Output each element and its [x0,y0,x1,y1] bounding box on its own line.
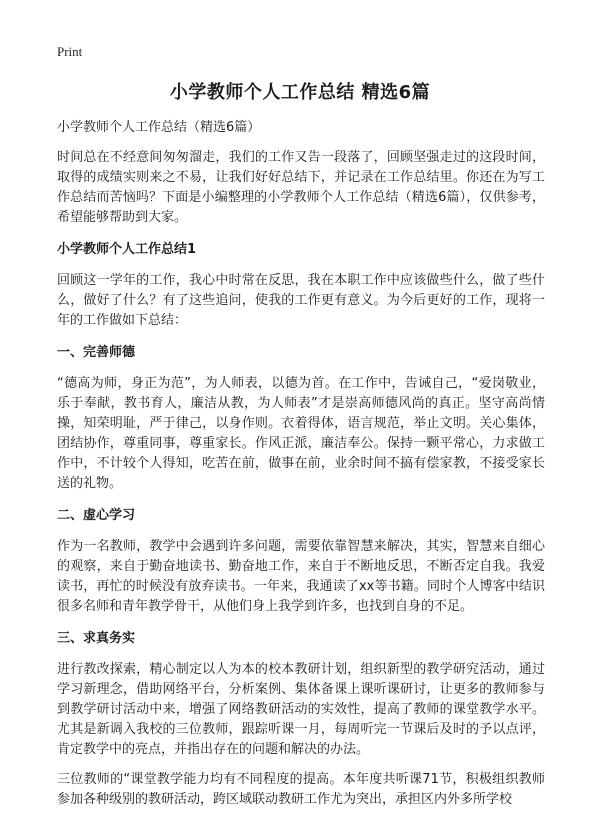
document-subtitle: 小学教师个人工作总结（精选6篇） [57,120,261,135]
subsection-paragraph-2: 作为一名教师，教学中会遇到许多问题，需要依靠智慧来解决，其实，智慧来自细心的观察，来自于勤奋地读书、勤奋地工作，来自于不断地反思，不断否定自我。我爱读书，再忙的时候没有放弃读书。一年来，我通读了xx等书籍。同时个人博客中结识很多名师和青年教学骨干，从他们身上我学到许多，也找到自身的不足。 [57,539,545,614]
subsection-paragraph-1: “德高为师，身正为范”，为人师表，以德为首。在工作中，告诫自己，“爱岗敬业，乐于奉献，教书育人，廉洁从教，为人师表”才是崇高师德风尚的真正。坚守高尚情操，知荣明耻，严于律己，以身作则。衣着得体，语言规范，举止文明。关心集体，团结协作，尊重同事，尊重家长。作风正派，廉洁奉公。保持一颗平常心，力求做工作中，不计较个人得知，吃苦在前，做事在前，业余时间不搞有偿家教，不接受家长送的礼物。 [57,376,545,491]
subsection-heading-1: 一、完善师德 [57,345,136,360]
subsection-heading-2: 二、虚心学习 [57,508,136,523]
section-heading: 小学教师个人工作总结1 [57,242,197,257]
subsection-heading-3: 三、求真务实 [57,631,136,646]
document-body [57,118,545,820]
section-paragraph: 回顾这一学年的工作，我心中时常在反思，我在本职工作中应该做些什么，做了些什么，做好了什么？有了这些追问，使我的工作更有意义。为今后更好的工作，现将一年的工作做如下总结： [57,273,545,328]
page-title: 小学教师个人工作总结 精选6篇 [169,82,431,103]
intro-paragraph: 时间总在不经意间匆匆溜走，我们的工作又告一段落了，回顾坚强走过的这段时间，取得的成绩实则来之不易，让我们好好总结下，并记录在工作总结里。你还在为写工作总结而苦恼吗？下面是小编整理的小学教师个人工作总结（精选6篇），仅供参考，希望能够帮助到大家。 [57,150,545,225]
print-link[interactable]: Print [57,44,83,59]
subsection-paragraph-3a: 进行教改探索，精心制定以人为本的校本教研计划，组织新型的教学研究活动，通过学习新理念，借助网络平台，分析案例、集体备课上课听课研讨，让更多的教师参与到教学研讨活动中来，增强了网络教研活动的实效性，提高了教师的课堂教学水平。尤其是新调入我校的三位教师，跟踪听课一月，每周听完一节课后及时的予以点评，肯定教学中的亮点，并指出存在的问题和解决的办法。 [57,662,545,757]
subsection-paragraph-3b: 三位教师的“课堂教学能力均有不同程度的提高。本年度共听课71节，积极组织教师参加各种级别的教研活动，跨区域联动教研工作尤为突出，承担区内外多所学校 [57,772,545,807]
